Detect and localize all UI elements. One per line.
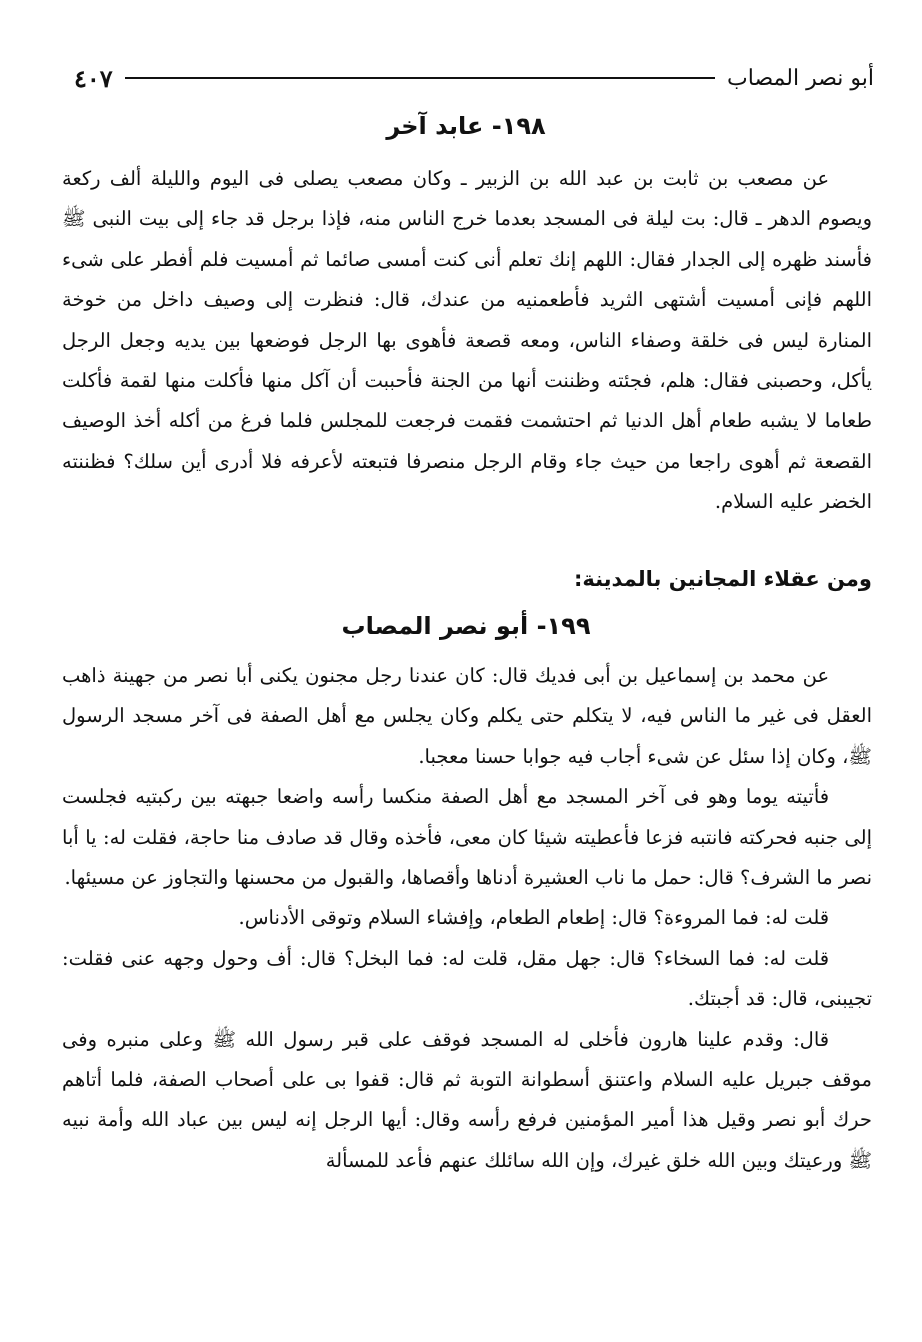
page-number: ٤٠٧ xyxy=(74,63,113,93)
section-199-title: ١٩٩- أبو نصر المصاب xyxy=(341,612,591,640)
section-199-paragraph-5: قال: وقدم علينا هارون فأخلى له المسجد فوقف على قبر رسول الله ﷺ وعلى منبره وفى موقف جبريل عليه السلام واعتنق أسطوانة التوبة ثم قال: قفوا بى على أصحاب الصفة، فلما أتاهم حرك أبو نصر وقيل هذا أمير المؤمنين فرفع رأسه وقال: أيها الرجل إنه ليس بين عباد الله وأمة نبيه ﷺ ورعيتك وبين الله خلق غيرك، وإن الله سائلك عنهم فأعد للمسألة xyxy=(62,1027,872,1172)
madina-wise-fools-subheading: ومن عقلاء المجانين بالمدينة: xyxy=(573,567,872,591)
running-title: أبو نصر المصاب xyxy=(727,65,874,91)
section-199-paragraph-4: قلت له: فما السخاء؟ قال: جهل مقل، قلت له: فما البخل؟ قال: أف وحول وجهه عنى فقلت: تجيبنى، قال: قد أجبتك. xyxy=(62,946,872,1011)
section-199-paragraph-3: قلت له: فما المروءة؟ قال: إطعام الطعام، وإفشاء السلام وتوقى الأدناس. xyxy=(238,906,830,930)
section-199-body xyxy=(62,656,872,1181)
section-198-body xyxy=(62,159,872,523)
page-header xyxy=(74,58,874,98)
section-198-paragraph: عن مصعب بن ثابت بن عبد الله بن الزبير ـ وكان مصعب يصلى فى اليوم والليلة ألف ركعة ويصوم الدهر ـ قال: بت ليلة فى المسجد بعدما خرج الناس منه، فإذا برجل قد جاء إلى بيت النبى ﷺ فأسند ظهره إلى الجدار فقال: اللهم إنك تعلم أنى كنت أمسى صائما ثم أمسيت فلم أفطر على شىء اللهم فإنى أمسيت أشتهى الثريد فأطعمنيه من عندك، قال: فنظرت إلى وصيف داخل من خوخة المنارة ليس فى خلقة وصفاء الناس، ومعه قصعة فأهوى بها الرجل فوضعها بين يديه وجعل الرجل يأكل، وحصبنى فقال: هلم، فجئته وظننت أنها من الجنة فأحببت أن آكل منها فأكلت منها لقمة فأكلت طعاما لا يشبه طعام أهل الدنيا ثم احتشمت فقمت فرجعت للمجلس فلما فرغ من أكله أخذ الوصيف القصعة ثم أهوى راجعا من حيث جاء وقام الرجل منصرفا فتبعته لأعرفه فلا أدرى أين سلك؟ فظننته الخضر عليه السلام. xyxy=(62,167,872,514)
header-rule xyxy=(125,77,715,79)
section-199-paragraph-1: عن محمد بن إسماعيل بن أبى فديك قال: كان عندنا رجل مجنون يكنى أبا نصر من جهينة ذاهب العقل فى غير ما الناس فيه، لا يتكلم حتى يكلم وكان يجلس مع أهل الصفة فى آخر مسجد الرسول ﷺ، وكان إذا سئل عن شىء أجاب فيه جوابا حسنا معجبا. xyxy=(62,664,872,768)
section-198-title: ١٩٨- عابد آخر xyxy=(386,112,546,140)
section-199-paragraph-2: فأتيته يوما وهو فى آخر المسجد مع أهل الصفة منكسا رأسه واضعا جبهته بين ركبتيه فجلست إلى جنبه فحركته فانتبه فزعا فأعطيته شيئا كان معى، فأخذه وقال قد صادف منا حاجة، فقلت له: يا أبا نصر ما الشرف؟ قال: حمل ما ناب العشيرة أدناها وأقصاها، والقبول من محسنها والتجاوز عن مسيئها. xyxy=(62,785,872,890)
